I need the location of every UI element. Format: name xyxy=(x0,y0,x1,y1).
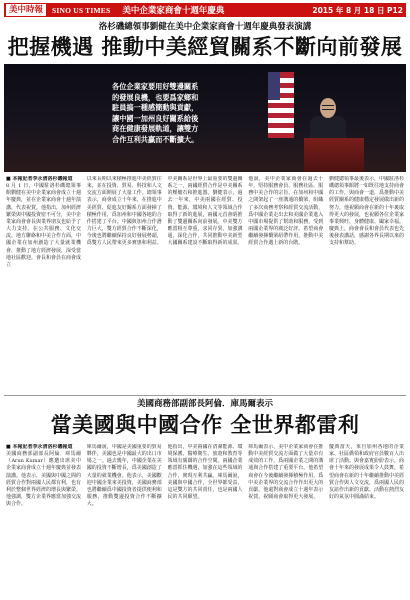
article1-byline: ■ 本報記者李永清洛杉磯報道 xyxy=(6,176,73,182)
masthead-bar xyxy=(4,3,406,17)
newspaper-name-english: SINO US TIMES xyxy=(52,5,111,15)
photo-caption: 各位企業家要用好雙邊關系的發展良機，也要爲家鄉和駐員搞一種感簡動與貢獻，讓中國一加州良好關系給後商在健康發展軌道，讓雙方合作互利共贏而不斷擴大。 xyxy=(112,82,199,144)
article1-text: 他說，美中企業家商會在過去十年，堅持服務會員、服務社區、服務中美合作的宗旨，在加州和中國之間架起了一座溝通的橋梁，組織了多次商務考察和經貿交流活動，爲中國企業走出去和美國企業進入中國市場提供了幫助和服務，受到兩國企業界的廣泛好評。希望商會繼續發揮橋梁紐帶作用，推動中美經貿合作邁上新的台階。 xyxy=(248,176,324,247)
us-flag-icon xyxy=(268,72,294,138)
article2-text: 庫馬爾說，中國是美國重要的貿易夥伴，美國也是中國最大的出口市場之一。過去幾年，中國企業在美國的投資不斷增長，爲美國創造了大量的就業機會。他表示，美國歡迎中國企業來美投資，美國商務部也將繼續爲中國投資者提供便利和服務，推動雙邊投資合作不斷擴大。 xyxy=(86,444,162,508)
article2-text: 他指出，中美兩國在清潔能源、環境保護、醫療衛生、旅遊和教育等領域有廣闊的合作空間。兩國企業應當抓住機遇，加強在這些領域的合作，實現互利共贏。庫馬爾說，美國與中國合作，全世界都受益，這是雙方的共同責任，也是兩國人民的共同願望。 xyxy=(167,444,243,501)
article1-text: 以來長期以來積極推進中美經貿往來，並在投資、貿易、科技和人文交流方面開展了大量工作。總領事表示，商會成立十年來，在推進中美經貿、促進友好關系方面發揮了積極作用，爲加州和中國各地的合作搭建了平台。中國與加州合作潛力巨大，雙方經貿合作不斷深化，今後也將繼續保持良好發展勢頭，爲雙方人民帶來更多實惠和利益。 xyxy=(86,176,162,247)
article2-column-5 xyxy=(329,444,404,596)
section-title: 美中企業家商會十週年慶典 xyxy=(122,6,225,16)
podium xyxy=(304,138,364,172)
article1-column-4 xyxy=(248,176,323,394)
article2-column-4 xyxy=(248,444,323,596)
article1-subhead: 洛杉磯總領事劉健在美中企業家商會十週年慶典發表演講 xyxy=(98,22,312,32)
speech-photo xyxy=(4,64,406,172)
article2-column-1 xyxy=(6,444,81,596)
article1-headline: 把握機遇 推動中美經貿關系不斷向前發展 xyxy=(7,35,403,59)
article2-text: 庫馬爾表示，美中企業家商會在推動中美經貿交流方面做了大量卓有成效的工作，爲兩國企業之間的溝通與合作搭建了重要平台。他希望商會在今後繼續發揮積極作用，爲中美企業界的交流合作作出更大的貢獻。他還對商會成立十週年表示祝賀，祝願商會取得更大發展。 xyxy=(248,444,324,501)
article2-columns xyxy=(6,444,404,596)
article2-text: 美國商務部副部長阿倫．庫馬爾（Arun Kumar）應邀出席美中企業家商會成立十週年慶典並發表演講。他表示，美國與中國之間的經貿合作對兩國人民都有利，也有利於整個世界經濟的增長與繁榮。他強調，雙方企業界應當加強交流與合作。 xyxy=(6,451,81,508)
issue-date-page: 2015 年 8 月 18 日 P12 xyxy=(312,5,403,15)
article2-column-3 xyxy=(168,444,243,596)
section-divider xyxy=(4,395,406,396)
article2-headline: 當美國與中國合作 全世界都雷利 xyxy=(50,413,360,437)
article1-column-3 xyxy=(168,176,243,394)
article1-column-1 xyxy=(6,176,81,394)
article2-text: 慶典當天，來自加州各地的企業家、社區僑領和政府官員數百人出席了活動。與會嘉賓紛紛表示，商會十年來的發展成果令人鼓舞，希望商會在新的十年繼續推動中美經貿合作與人文交流，爲兩國人民的友誼作出新的貢獻。活動在熱烈友好的氣氛中圓滿結束。 xyxy=(329,444,404,501)
article1-column-2 xyxy=(87,176,162,394)
article1-text: 中美關系是世界上最重要的雙邊關系之一，兩國經貿合作是中美關系的壓艙石和推進器。劉健表示，過去一年來，中美兩國在經貿、投資、能源、環境和人文等領域合作取得了新的進展，兩國元首會晤推動了雙邊關系向前發展。中美雙方應當相互尊重，求同存異，加強溝通，深化合作，共同推動中美新型大國關系建設不斷取得新的成果。 xyxy=(167,176,243,247)
article1-text: 8 月 1 日，中國駐洛杉磯總領事館劉健在美中企業家商會成立十週年慶典，並在企業家商會十週年演講，代表祝賀。他指出，加州經濟繁榮與中國投資密不可分，美中企業家商會會長與業界朋友也給予了大力支持。在公共服務、文化交流、地方聯絡和中美合作方面，中國企業在加州創造了大量就業機會，推動了地方經濟發展，深受當地社區歡迎。會長和會員在商會成立 xyxy=(6,183,81,268)
speaker-glasses xyxy=(322,105,334,110)
article1-columns xyxy=(6,176,404,394)
article2-column-2 xyxy=(87,444,162,596)
article1-text: 劉健總領事最後表示，中國駐洛杉磯總領事館將一如既往地支持商會的工作，與商會一道，爲推動中美經貿關系的健康穩定發展做出新的努力。他祝願商會在新的十年裏取得更大的發展，也祝願各位企業家事業興旺、身體健康、闔家幸福。慶典上，商會會長和會員代表也先後發表講話，感謝各界長期以來的支持和幫助。 xyxy=(329,176,404,247)
article1-column-5 xyxy=(329,176,404,394)
newspaper-logo: 美中時報 xyxy=(6,4,46,16)
article2-byline: ■ 本報記者李永清洛杉磯報道 xyxy=(6,444,73,450)
article2-subhead: 美國商務部副部長阿倫．庫馬爾表示 xyxy=(136,399,273,409)
